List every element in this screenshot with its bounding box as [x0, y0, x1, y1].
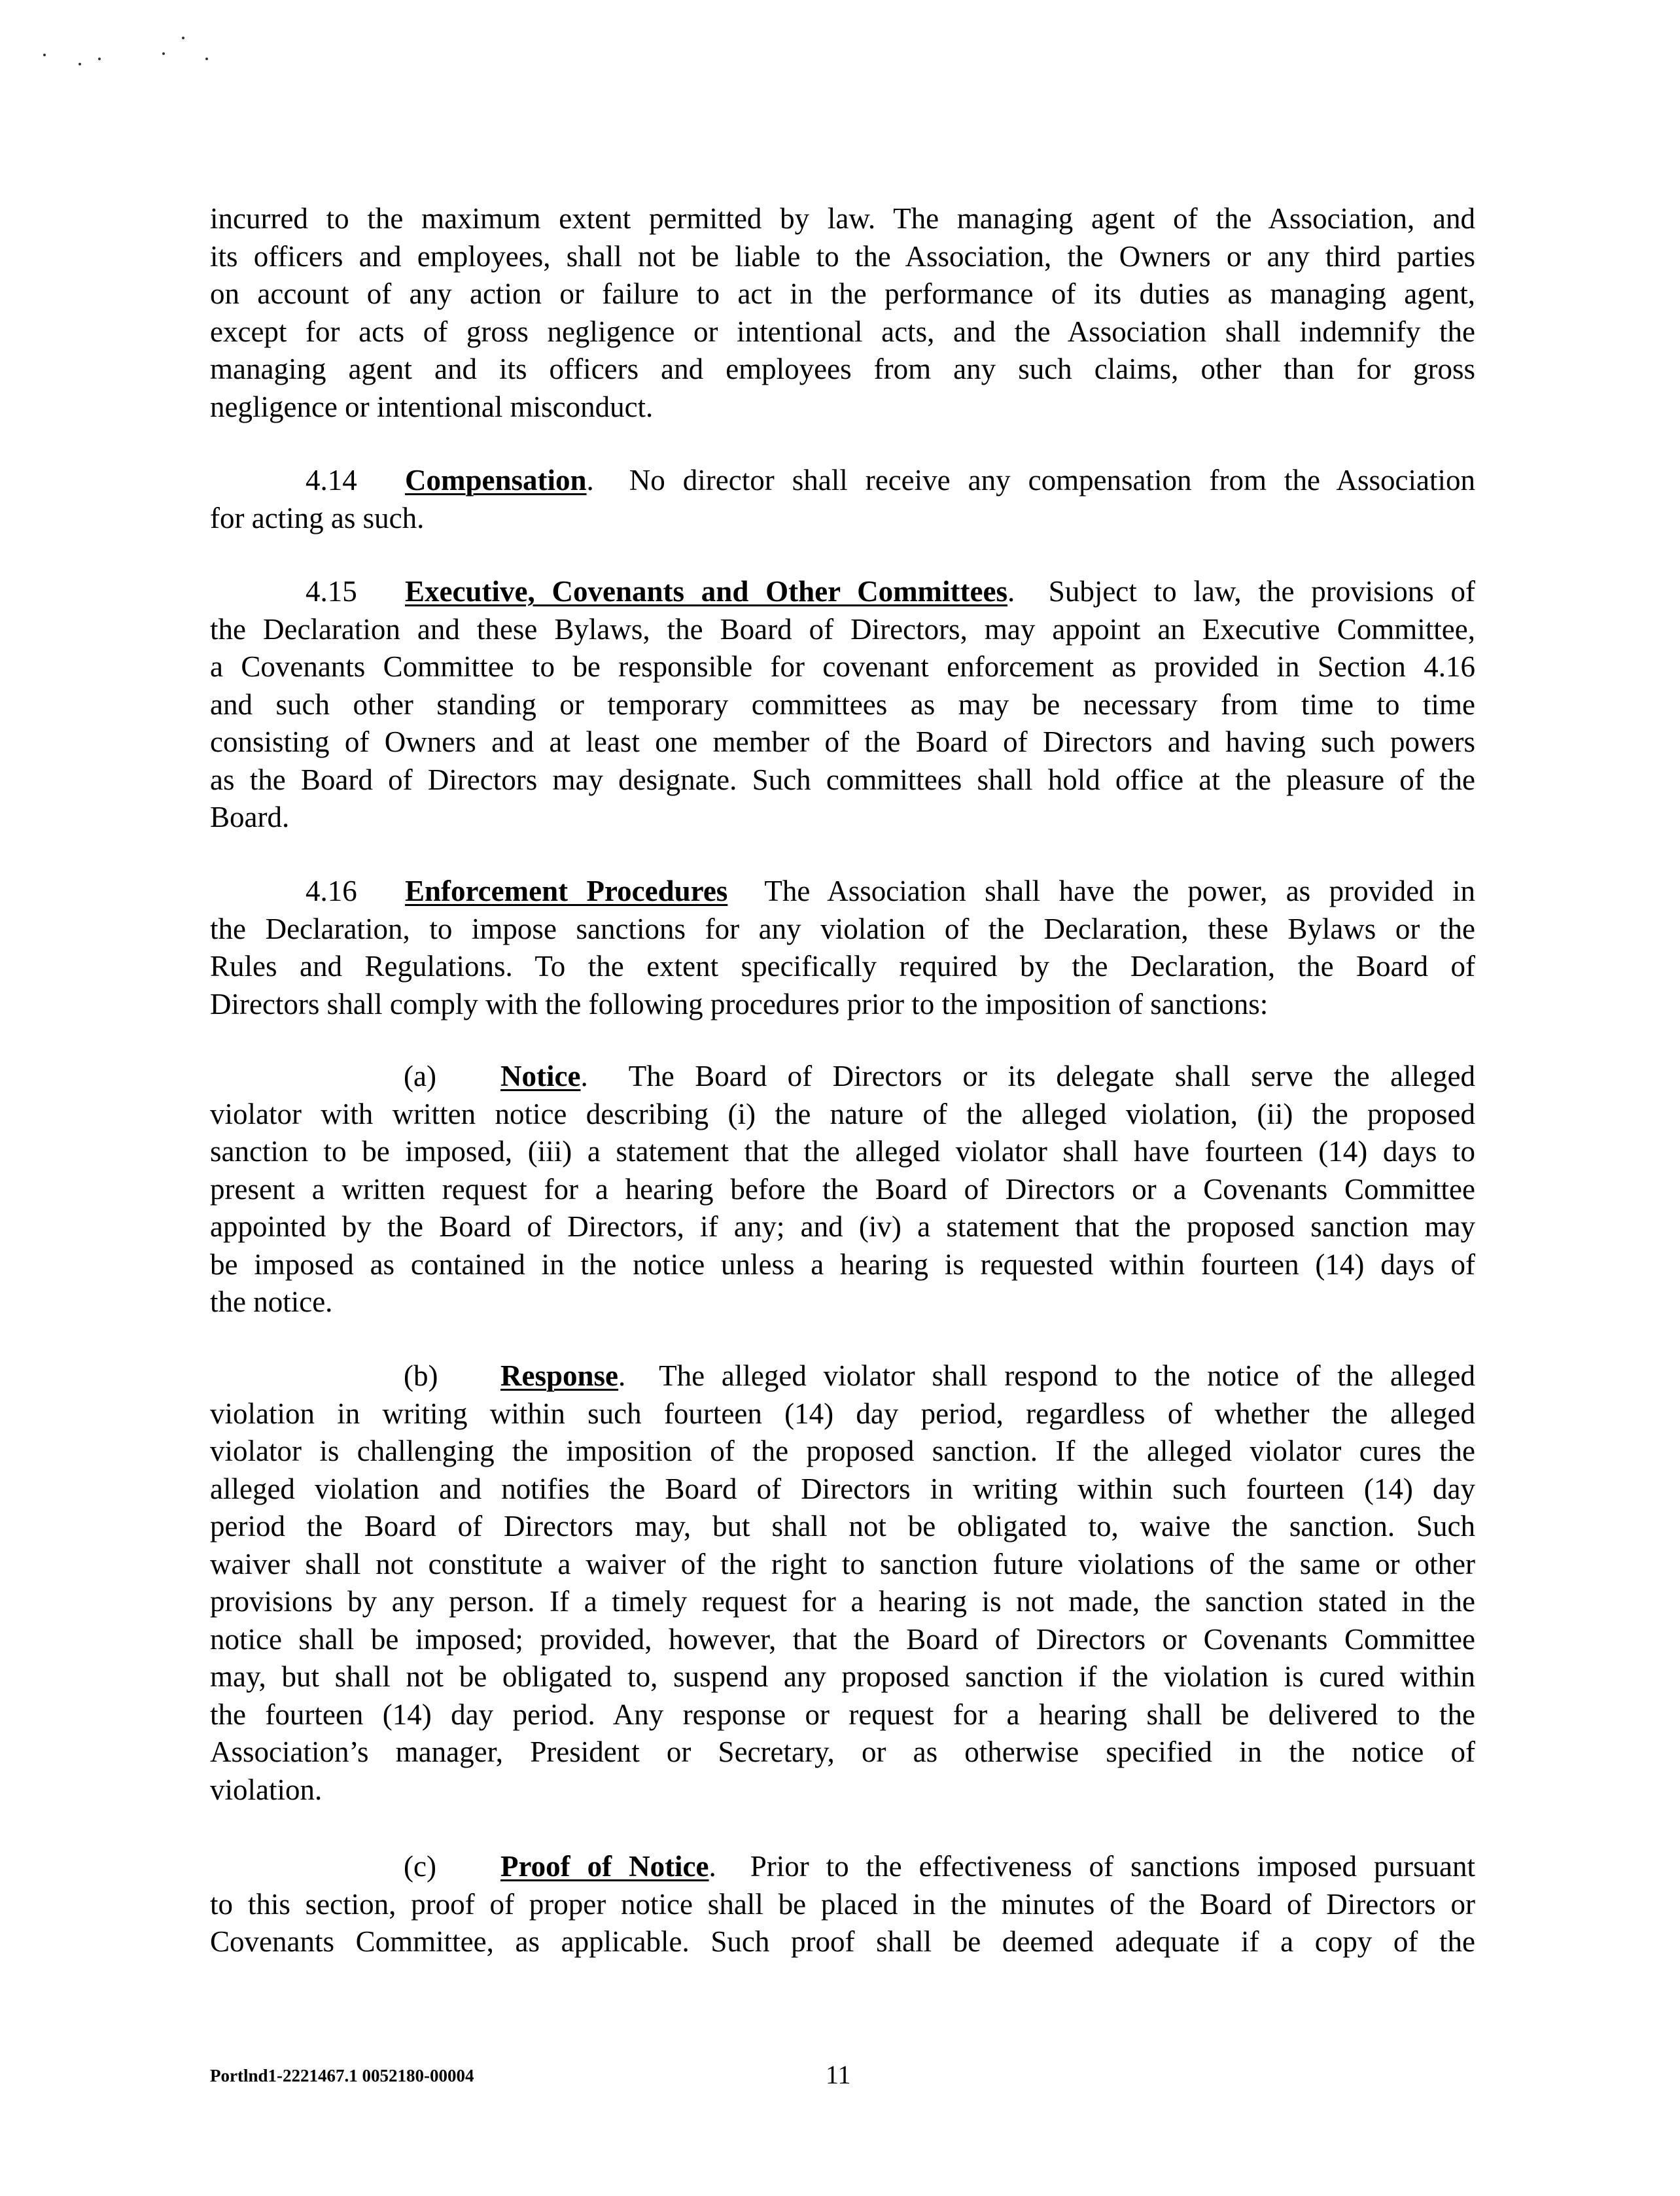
section-4-14: [210, 462, 1475, 537]
text-line: the fourteen (14) day period. Any response or request for a hearing shall be delivered to the: [210, 1698, 1475, 1731]
text-line: waiver shall not constitute a waiver of the right to sanction future violations of the same or other: [210, 1547, 1475, 1580]
scan-speck: [43, 54, 46, 56]
section-heading: Notice: [500, 1060, 581, 1092]
text-line: Covenants Committee, as applicable. Such proof shall be deemed adequate if a copy of the: [210, 1925, 1475, 1958]
heading-line: [210, 1848, 1475, 1886]
section-number: (a): [404, 1060, 436, 1092]
scan-speck: [182, 37, 184, 39]
section-4-15: [210, 573, 1475, 837]
subsection-c: [210, 1848, 1475, 1961]
text-line: appointed by the Board of Directors, if any; and (iv) a statement that the proposed sanction may: [210, 1210, 1475, 1243]
text-line: notice shall be imposed; provided, however, that the Board of Directors or Covenants Committee: [210, 1622, 1475, 1656]
section-heading: Executive, Covenants and Other Committees: [405, 575, 1007, 608]
text-line: managing agent and its officers and employees from any such claims, other than for gross: [210, 353, 1475, 385]
page-number: 11: [826, 2060, 851, 2089]
heading-line-text: . Subject to law, the provisions of: [1007, 575, 1475, 608]
heading-line-text: . No director shall receive any compensation from the Association: [586, 464, 1475, 497]
p-liability: [210, 200, 1475, 426]
section-number: (b): [404, 1359, 438, 1392]
heading-line-text: . The alleged violator shall respond to the notice of the alleged: [618, 1359, 1475, 1392]
scan-speck: [205, 58, 208, 60]
text-line: provisions by any person. If a timely request for a hearing is not made, the sanction stated in the: [210, 1585, 1475, 1618]
text-line: and such other standing or temporary committees as may be necessary from time to time: [210, 688, 1475, 721]
text-line: violator with written notice describing (i) the nature of the alleged violation, (ii) the proposed: [210, 1097, 1475, 1130]
section-heading: Proof of Notice: [500, 1850, 709, 1883]
text-line: for acting as such.: [210, 501, 425, 534]
heading-line: [210, 1058, 1475, 1096]
text-line: the notice.: [210, 1285, 333, 1318]
text-line: present a written request for a hearing before the Board of Directors or a Covenants Committee: [210, 1172, 1475, 1206]
text-line: a Covenants Committee to be responsible for covenant enforcement as provided in Section 4.16: [210, 650, 1475, 683]
text-line: the Declaration, to impose sanctions for any violation of the Declaration, these Bylaws or the: [210, 912, 1475, 945]
section-heading: Enforcement Procedures: [405, 875, 728, 907]
subsection-a: [210, 1058, 1475, 1321]
scan-speck: [79, 63, 81, 65]
heading-line: [210, 573, 1475, 611]
section-4-16: [210, 873, 1475, 1023]
heading-line-text: The Association shall have the power, as provided in: [727, 875, 1475, 907]
text-line: be imposed as contained in the notice unless a hearing is requested within fourteen (14) days of: [210, 1247, 1475, 1281]
section-heading: Compensation: [405, 464, 587, 497]
text-line: alleged violation and notifies the Board of Directors in writing within such fourteen (14) day: [210, 1472, 1475, 1505]
heading-line-text: . The Board of Directors or its delegate shall serve the alleged: [580, 1060, 1475, 1092]
subsection-b: [210, 1357, 1475, 1809]
text-line: to this section, proof of proper notice shall be placed in the minutes of the Board of Directors or: [210, 1887, 1475, 1921]
section-number: 4.14: [306, 464, 357, 497]
text-line: the Declaration and these Bylaws, the Board of Directors, may appoint an Executive Committee,: [210, 612, 1475, 646]
text-line: its officers and employees, shall not be liable to the Association, the Owners or any third parties: [210, 239, 1475, 273]
text-line: Board.: [210, 801, 290, 833]
section-number: 4.15: [306, 575, 357, 608]
section-number: 4.16: [306, 875, 357, 907]
footer-document-id: Portlnd1-2221467.1 0052180-00004: [210, 2066, 474, 2085]
text-line: Directors shall comply with the following procedures prior to the imposition of sanctions:: [210, 987, 1269, 1020]
section-heading: Response: [500, 1359, 619, 1392]
text-line: period the Board of Directors may, but shall not be obligated to, waive the sanction. Such: [210, 1510, 1475, 1542]
text-line: as the Board of Directors may designate. Such committees shall hold office at the pleasure of the: [210, 763, 1475, 796]
text-line: Rules and Regulations. To the extent specifically required by the Declaration, the Board of: [210, 950, 1475, 983]
text-line: negligence or intentional misconduct.: [210, 390, 654, 423]
text-line: violation in writing within such fourteen (14) day period, regardless of whether the alleged: [210, 1397, 1475, 1430]
text-line: violation.: [210, 1773, 323, 1806]
text-line: incurred to the maximum extent permitted by law. The managing agent of the Association, and: [210, 202, 1475, 235]
heading-line: [210, 1357, 1475, 1395]
text-line: except for acts of gross negligence or intentional acts, and the Association shall indemnify the: [210, 315, 1475, 348]
section-number: (c): [404, 1850, 436, 1883]
heading-line: [210, 873, 1475, 911]
scan-speck: [162, 52, 165, 55]
text-line: on account of any action or failure to act in the performance of its duties as managing agent,: [210, 277, 1475, 310]
text-line: consisting of Owners and at least one member of the Board of Directors and having such powers: [210, 725, 1475, 758]
text-line: sanction to be imposed, (iii) a statement that the alleged violator shall have fourteen (14) days to: [210, 1135, 1475, 1168]
heading-line: [210, 462, 1475, 500]
text-line: violator is challenging the imposition of the proposed sanction. If the alleged violator cures the: [210, 1435, 1475, 1467]
text-line: Association’s manager, President or Secretary, or as otherwise specified in the notice of: [210, 1735, 1475, 1768]
text-line: may, but shall not be obligated to, suspend any proposed sanction if the violation is cured within: [210, 1660, 1475, 1693]
heading-line-text: . Prior to the effectiveness of sanctions imposed pursuant: [709, 1850, 1475, 1883]
scan-speck: [98, 58, 101, 60]
